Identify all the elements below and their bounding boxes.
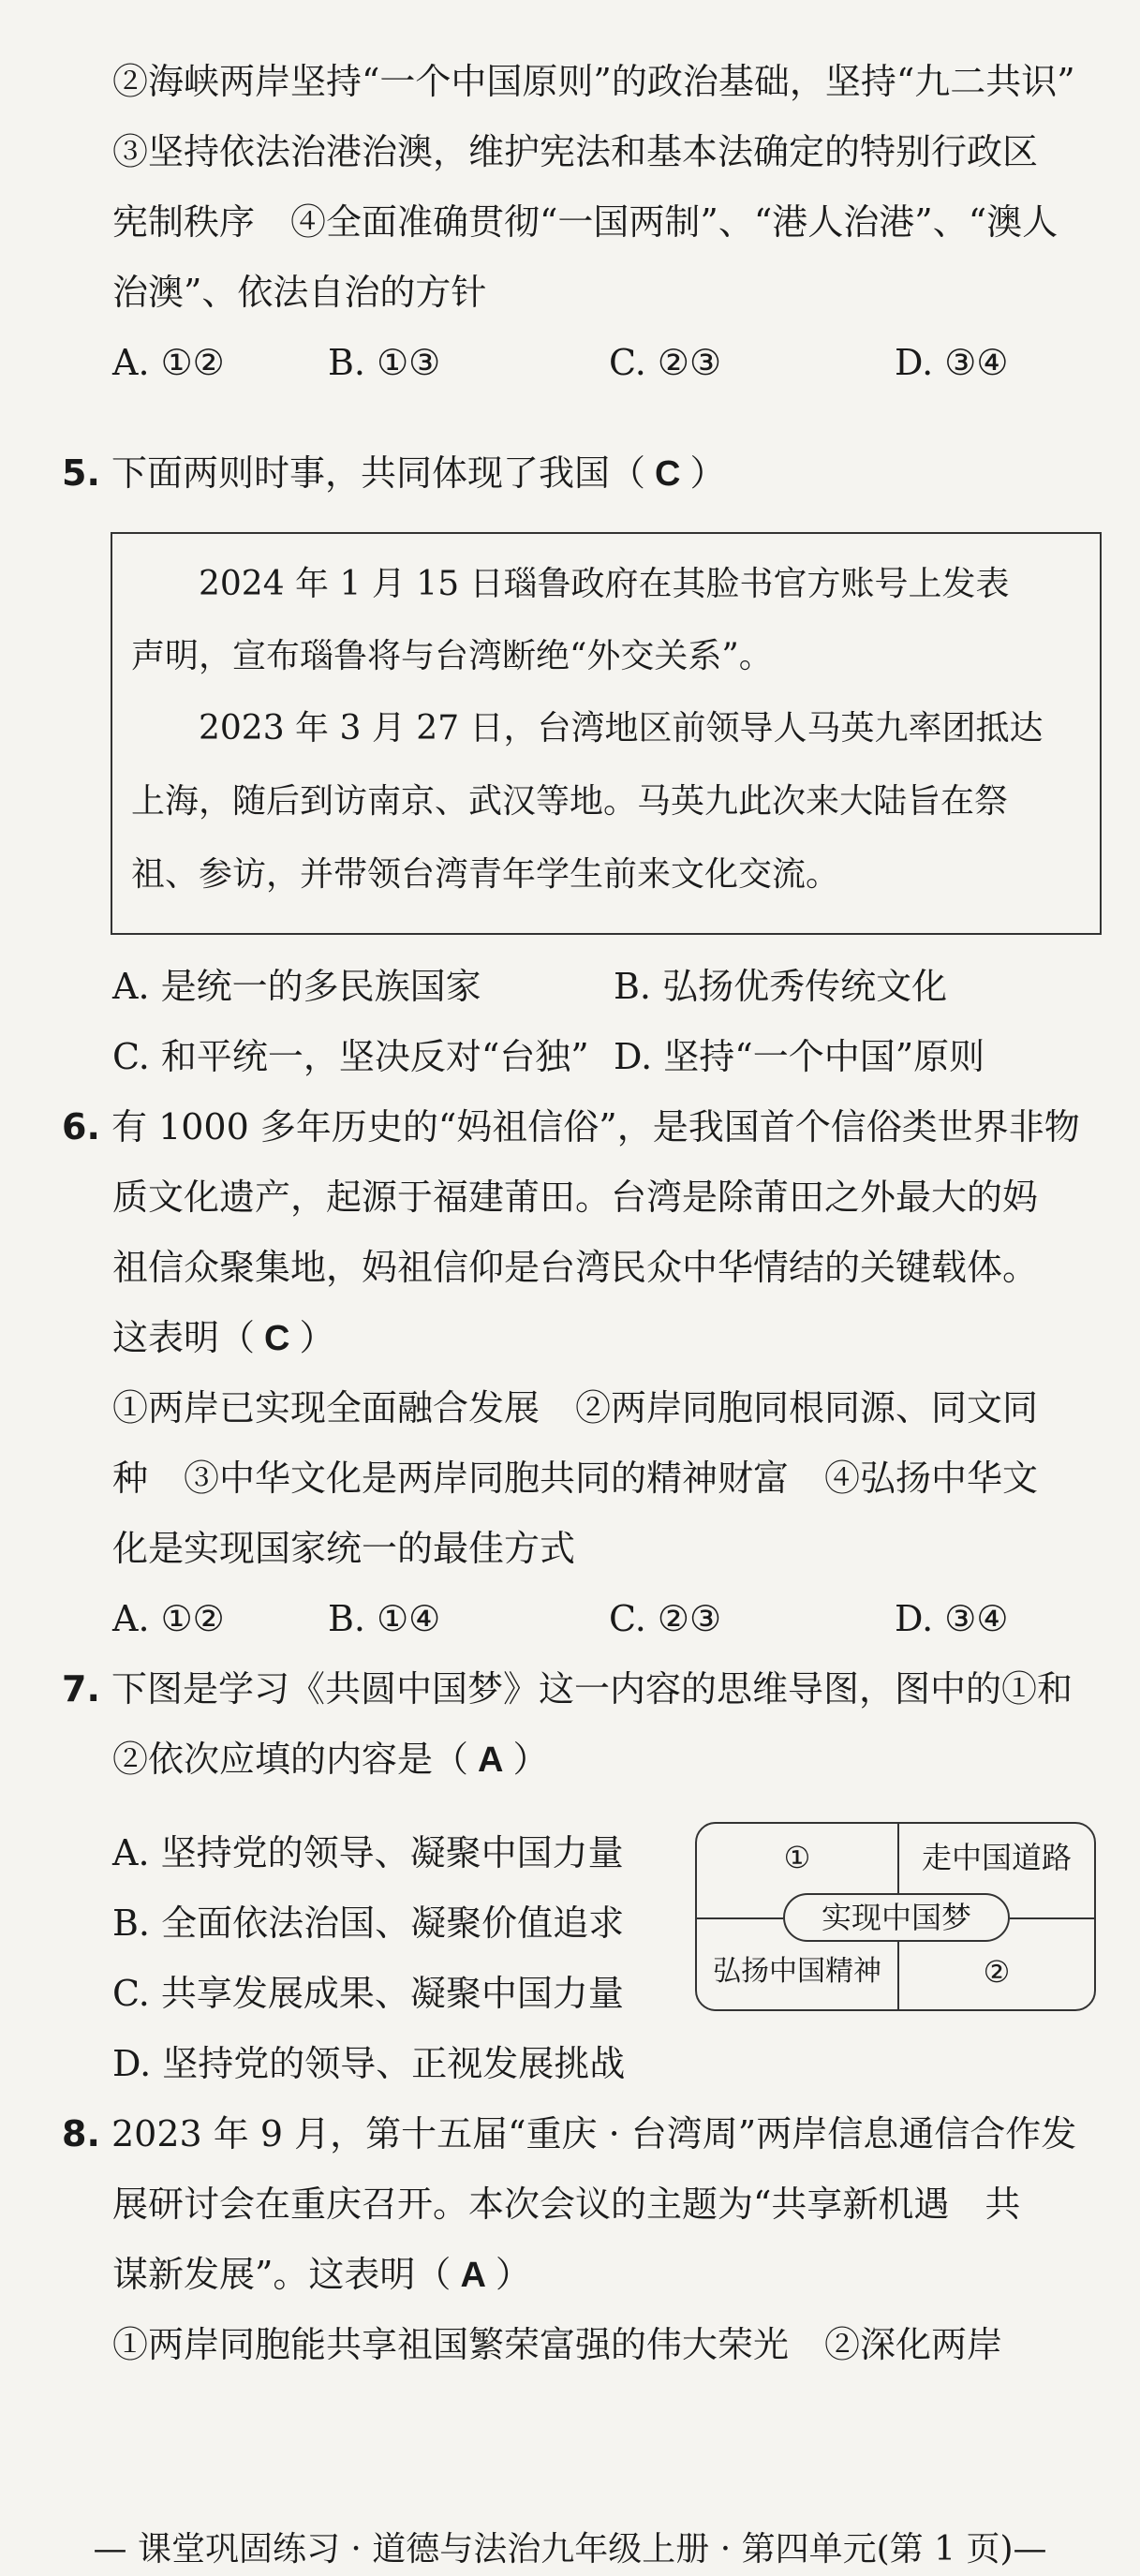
q5-close-paren: ） <box>689 452 726 494</box>
q5-news-box <box>111 532 1102 935</box>
q6-stem-text-1: 有 1000 多年历史的“妈祖信俗”，是我国首个信俗类世界非物 <box>111 1106 1080 1147</box>
q6-option-a: A. ①② <box>112 1598 225 1639</box>
q7-option-a: A. 坚持党的领导、凝聚中国力量 <box>112 1832 624 1873</box>
q7-option-b: B. 全面依法治国、凝聚价值追求 <box>112 1902 625 1944</box>
q5-stem-text: 下面两则时事，共同体现了我国（ <box>111 452 645 494</box>
q8-stem-end <box>112 2251 1093 2299</box>
mind-map-left-divider <box>697 1917 783 1919</box>
q8-line-1 <box>62 2110 1093 2157</box>
q7-line-2 <box>112 1736 1093 1784</box>
q8-close-paren: ） <box>495 2254 531 2295</box>
q6-option-b: B. ①④ <box>328 1598 441 1639</box>
q6-option-d: D. ③④ <box>895 1598 1009 1639</box>
q5-box-line-3: 2023 年 3 月 27 日，台湾地区前领导人马英九率团抵达 <box>131 709 1044 748</box>
q6-close-paren: ） <box>299 1317 335 1358</box>
q6-line-2: 质文化遗产，起源于福建莆田。台湾是除莆田之外最大的妈 <box>112 1177 1039 1218</box>
q4-choice-line-3: 宪制秩序 ④全面准确贯彻“一国两制”、“港人治港”、“澳人 <box>112 201 1059 243</box>
q7-stem-text-1: 下图是学习《共圆中国梦》这一内容的思维导图，图中的①和 <box>111 1668 1073 1710</box>
q4-option-a: A. ①② <box>112 342 225 383</box>
q8-stem-text-1: 2023 年 9 月，第十五届“重庆 · 台湾周”两岸信息通信合作发 <box>111 2113 1077 2154</box>
q6-answer: C <box>264 1319 290 1358</box>
q6-stem-end-text: 这表明（ <box>112 1317 256 1358</box>
q7-line-1 <box>62 1666 1093 1712</box>
mind-map-cell-bottom-left: 弘扬中国精神 <box>713 1955 881 1988</box>
q5-option-c: C. 和平统一，坚决反对“台独” <box>112 1036 589 1077</box>
q4-choice-line-2: ③坚持依法治港治澳，维护宪法和基本法确定的特别行政区 <box>112 131 1039 172</box>
page-footer: — 课堂巩固练习 · 道德与法治九年级上册 · 第四单元(第 1 页)— <box>93 2530 1047 2569</box>
mind-map-cell-top-right: 走中国道路 <box>921 1840 1072 1875</box>
q5-number: 5. <box>62 452 100 494</box>
q7-answer: A <box>478 1740 504 1780</box>
q6-choice-line-1: ①两岸已实现全面融合发展 ②两岸同胞同根同源、同文同 <box>112 1387 1039 1429</box>
q8-choice-line-1: ①两岸同胞能共享祖国繁荣富强的伟大荣光 ②深化两岸 <box>112 2324 1003 2365</box>
q4-choice-line-1: ②海峡两岸坚持“一个中国原则”的政治基础，坚持“九二共识” <box>112 61 1075 102</box>
mind-map-center: 实现中国梦 <box>783 1893 1010 1942</box>
q8-stem-end-text: 谋新发展”。这表明（ <box>112 2254 452 2295</box>
mind-map-cell-top-left: ① <box>783 1840 811 1875</box>
q6-number: 6. <box>62 1106 100 1147</box>
q5-box-line-4: 上海，随后到访南京、武汉等地。马英九此次来大陆旨在祭 <box>131 782 1009 821</box>
q7-mind-map <box>695 1822 1096 2011</box>
q4-choice-line-4: 治澳”、依法自治的方针 <box>112 272 487 313</box>
q6-line-1 <box>62 1103 1093 1150</box>
q5-options-row-2 <box>112 1033 1093 1080</box>
q6-stem-end <box>112 1314 1093 1362</box>
q5-options-row-1 <box>112 963 1093 1010</box>
q6-choice-line-2: 种 ③中华文化是两岸同胞共同的精神财富 ④弘扬中华文 <box>112 1458 1039 1499</box>
q6-line-3: 祖信众聚集地，妈祖信仰是台湾民众中华情结的关键载体。 <box>112 1247 1039 1288</box>
q5-option-b: B. 弘扬优秀传统文化 <box>614 966 948 1007</box>
q5-option-a: A. 是统一的多民族国家 <box>112 966 481 1007</box>
mind-map-cell-bottom-right: ② <box>983 1954 1011 1990</box>
q4-option-c: C. ②③ <box>609 342 722 383</box>
q5-box-line-1: 2024 年 1 月 15 日瑙鲁政府在其脸书官方账号上发表 <box>131 565 1010 603</box>
q5-box-line-5: 祖、参访，并带领台湾青年学生前来文化交流。 <box>131 855 840 894</box>
q6-option-c: C. ②③ <box>609 1598 722 1639</box>
q8-number: 8. <box>62 2113 100 2154</box>
q5-answer: C <box>655 454 681 494</box>
q4-option-d: D. ③④ <box>895 342 1009 383</box>
q8-line-2: 展研讨会在重庆召开。本次会议的主题为“共享新机遇 共 <box>112 2184 1021 2225</box>
q4-option-b: B. ①③ <box>328 342 441 383</box>
mind-map-right-divider <box>1010 1917 1096 1919</box>
q7-option-c: C. 共享发展成果、凝聚中国力量 <box>112 1973 624 2014</box>
q6-choice-line-3: 化是实现国家统一的最佳方式 <box>112 1528 576 1569</box>
q5-option-d: D. 坚持“一个中国”原则 <box>614 1036 985 1077</box>
q7-close-paren: ） <box>512 1739 549 1780</box>
q5-box-line-2: 声明，宣布瑙鲁将与台湾断绝“外交关系”。 <box>131 637 773 675</box>
q7-number: 7. <box>62 1668 100 1710</box>
q4-options <box>112 339 1093 386</box>
q6-options <box>112 1595 1093 1642</box>
q7-stem-text-2: ②依次应填的内容是（ <box>112 1739 469 1780</box>
q8-answer: A <box>460 2256 486 2295</box>
q5-stem <box>62 450 1093 497</box>
q7-option-d: D. 坚持党的领导、正视发展挑战 <box>112 2043 626 2084</box>
